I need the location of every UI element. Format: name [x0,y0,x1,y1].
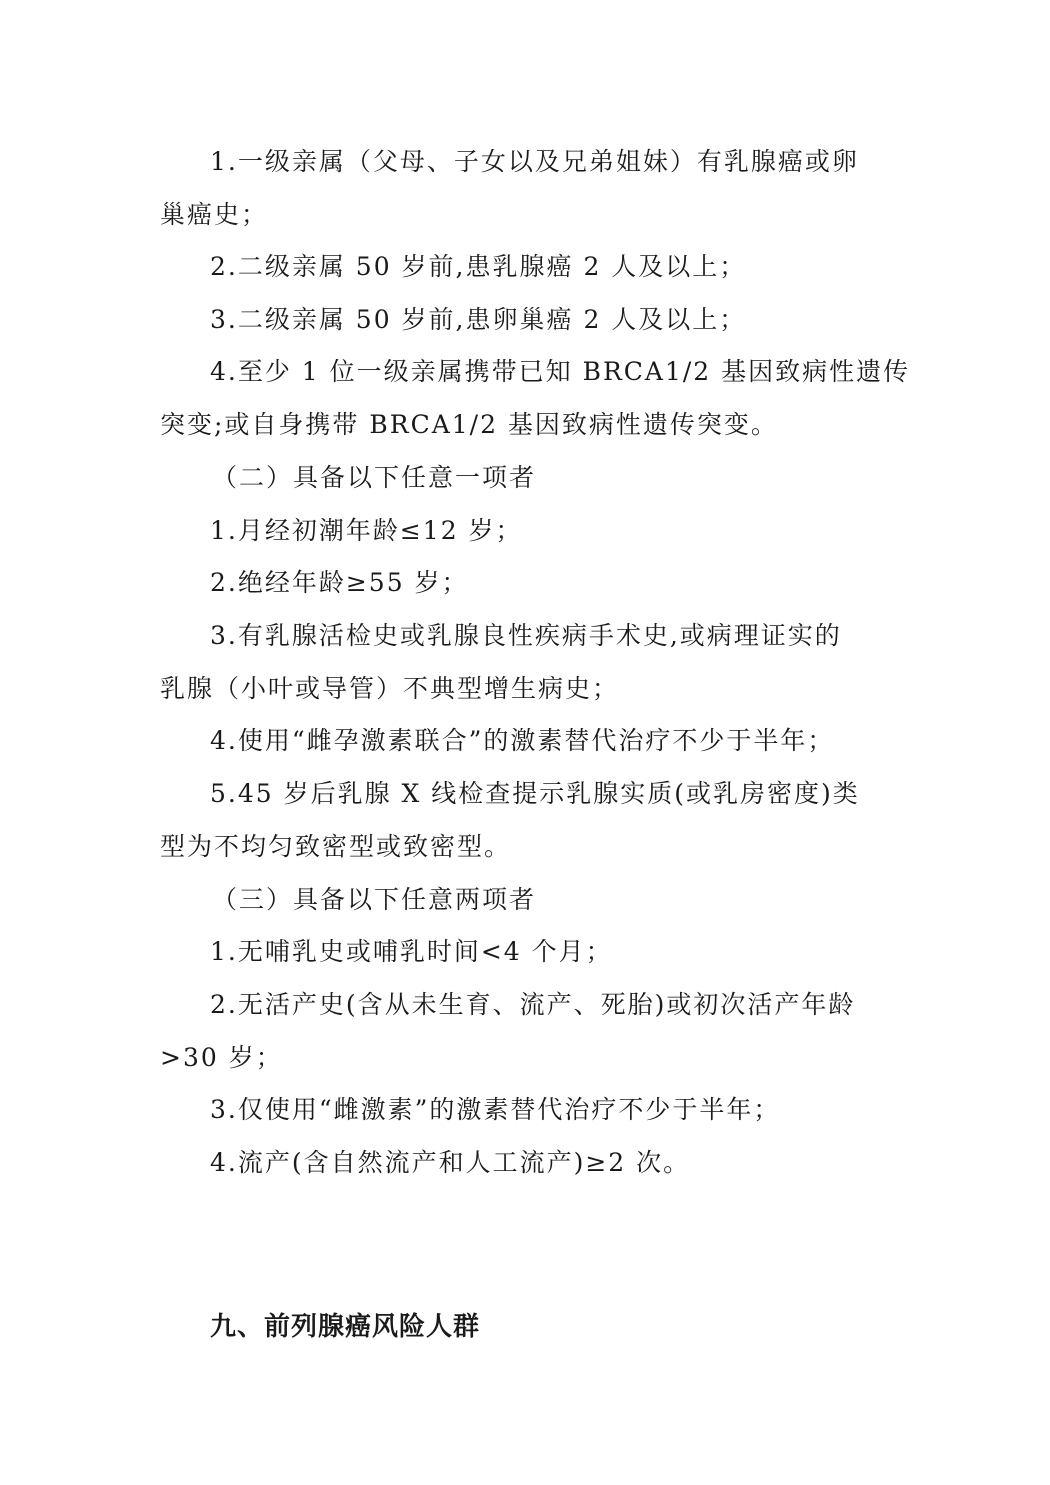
text-line-12: 4.使用“雌孕激素联合”的激素替代治疗不少于半年； [210,726,835,755]
text-line-19: 3.仅使用“雌激素”的激素替代治疗不少于半年； [210,1095,781,1124]
text-line-17: 2.无活产史(含从未生育、流产、死胎)或初次活产年龄 [210,990,856,1019]
text-line-4: 3.二级亲属 50 岁前,患卵巢癌 2 人及以上； [210,305,747,334]
text-line-2: 巢癌史； [160,200,269,229]
text-line-10: 3.有乳腺活检史或乳腺良性疾病手术史,或病理证实的 [210,621,842,650]
text-line-9: 2.绝经年龄≥55 岁； [210,568,469,597]
text-line-11: 乳腺（小叶或导管）不典型增生病史； [160,674,620,703]
text-line-20: 4.流产(含自然流产和人工流产)≥2 次。 [210,1148,691,1177]
text-line-5: 4.至少 1 位一级亲属携带已知 BRCA1/2 基因致病性遗传 [210,357,911,386]
text-line-1: 1.一级亲属（父母、子女以及兄弟姐妹）有乳腺癌或卵 [210,147,859,176]
text-line-16: 1.无哺乳史或哺乳时间<4 个月； [210,937,613,966]
text-line-6: 突变;或自身携带 BRCA1/2 基因致病性遗传突变。 [160,410,778,439]
text-line-13: 5.45 岁后乳腺 X 线检查提示乳腺实质(或乳房密度)类 [210,779,860,808]
subsection-heading-3: （三）具备以下任意两项者 [212,885,537,914]
text-line-3: 2.二级亲属 50 岁前,患乳腺癌 2 人及以上； [210,252,747,281]
section-heading: 九、前列腺癌风险人群 [210,1312,481,1342]
text-line-18: >30 岁； [160,1043,283,1072]
text-line-14: 型为不均匀致密型或致密型。 [160,832,512,861]
subsection-heading-2: （二）具备以下任意一项者 [212,463,537,492]
text-line-8: 1.月经初潮年龄≤12 岁； [210,516,523,545]
